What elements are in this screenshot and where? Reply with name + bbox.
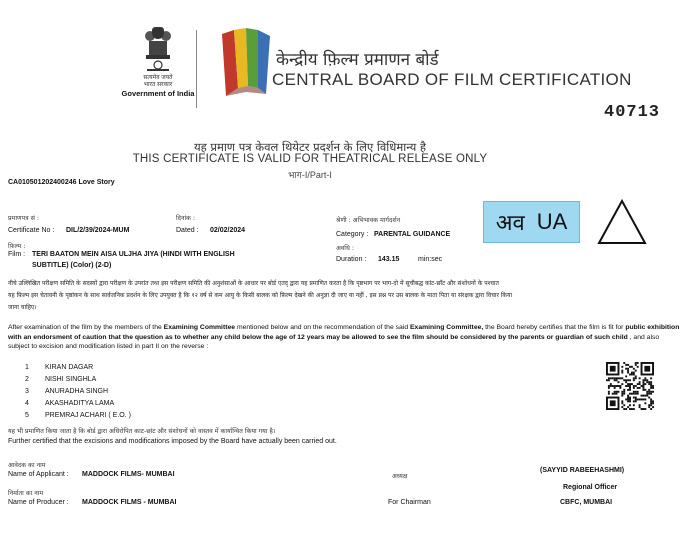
rating-badge [483,201,580,243]
cert-no-label: Certificate No : [8,227,55,234]
member-number: 2 [25,376,29,383]
film-title-line1: TERI BAATON MEIN AISA ULJHA JIYA (HINDI WITH ENGLISH [32,251,235,258]
officer-office: CBFC, MUMBAI [560,499,613,506]
applicant-label: Name of Applicant : [8,471,69,478]
member-name: AKASHADITYA LAMA [45,400,115,407]
further-certified-english: Further certified that the excisions and modifications imposed by the Board have actually been carried out. [8,438,337,445]
member-number: 3 [25,388,29,395]
committee-member [25,376,225,388]
validity-hindi: यह प्रमाण पत्र केवल थियेटर प्रदर्शन के लिए विधिमान्य है [193,140,427,154]
producer-value: MADDOCK FILMS - MUMBAI [82,499,177,506]
member-number: 1 [25,364,29,371]
chairman-hindi: अध्यक्ष [392,473,408,480]
header-divider [196,30,197,108]
duration-value: 143.15 [378,256,400,263]
ashoka-emblem-icon [141,24,175,74]
committee-list [25,364,225,424]
emblem-motto: सत्यमेव जयते [143,75,173,81]
rating-english: UA [536,209,568,234]
reference-code: CA010501202400246 Love Story [8,179,115,186]
para-text: After examination of the film by the members of the [8,324,162,331]
cert-no-value: DIL/2/39/2024-MUM [66,227,130,234]
film-title-line2: SUBTITLE) (Color) (2-D) [32,262,112,269]
officer-name: (SAYYID RABEEHASHMI) [540,467,625,474]
chairman-english: For Chairman [388,499,431,506]
member-name: NISHI SINGHLA [45,376,97,383]
certificate-serial: 40713 [604,103,661,122]
para-bold: Examining Committee [163,324,236,331]
para-text: , and also subject to excision and modification listed in part II on the reverse : [8,333,660,350]
member-number: 4 [25,400,29,407]
further-certified-hindi: यह भी प्रमाणित किया जाता है कि बोर्ड द्वारा अधिरोपित काट-छांट और संशोधनों को वास्तव में कार्यान्वित किया गया है। [8,428,276,435]
triangle-symbol-icon [596,198,648,246]
certification-paragraph-hindi [8,278,680,314]
qr-code-icon[interactable] [606,362,654,410]
dated-label: Dated : [176,227,199,234]
committee-member [25,412,225,424]
duration-hindi-label: अवधि : [336,245,354,252]
emblem-gov-hindi: भारत सरकार [143,82,173,88]
dated-value: 02/02/2024 [210,227,246,234]
applicant-hindi-label: आवेदक का नाम [8,462,46,469]
para-bold: public exhibition with an endorsment of caution that the question as to whether any child below the age of 12 years may be allowed to see the film should be considered by the parents or guardian of such child [8,324,680,341]
board-name-hindi: केन्द्रीय फ़िल्म प्रमाणन बोर्ड [276,50,439,70]
member-number: 5 [25,412,29,419]
member-name: PREMRAJ ACHARI ( E.O. ) [45,412,131,419]
category-value: PARENTAL GUIDANCE [374,231,451,238]
para-text: mentioned below and on the recommendation of the said [236,324,409,331]
member-name: ANURADHA SINGH [45,388,109,395]
govt-emblem [118,24,198,104]
validity-english: THIS CERTIFICATE IS VALID FOR THEATRICAL RELEASE ONLY [132,153,488,165]
para-text: the film is fit for [577,324,624,331]
hindi-line-3: जाना चाहिए। [8,304,37,311]
committee-member [25,364,225,376]
rating-hindi: अव [495,210,525,235]
hindi-line-2: यह फ़िल्म इस चेतावनी के पृष्ठांकन के साथ सार्वजनिक प्रदर्शन के लिए उपयुक्त है कि १२ वर्ष से कम आयु के किसी बालक को फ़िल्म देखने की अनुज्ञा दी जाए या नहीं , इस प्रश्न पर उस बालक के माता पिता या संरक्षक द्वारा विचार किया [8,292,513,299]
category-label: Category : [336,231,369,238]
para-text: the Board hereby certifies that [485,324,576,331]
member-name: KIRAN DAGAR [45,364,94,371]
film-hindi-label: फ़िल्म : [8,243,26,250]
officer-title: Regional Officer [563,484,618,491]
duration-label: Duration : [336,256,367,263]
para-bold: Examining Committee, [410,324,484,331]
cbfc-logo [216,26,272,107]
producer-hindi-label: निर्माता का नाम [8,490,44,497]
certificate-part: भाग-I/Part-I [288,170,332,180]
committee-member [25,388,225,400]
applicant-value: MADDOCK FILMS- MUMBAI [82,471,175,478]
board-name-english: CENTRAL BOARD OF FILM CERTIFICATION [272,70,632,89]
film-reel-logo-icon [216,26,272,102]
producer-label: Name of Producer : [8,499,69,506]
certification-paragraph-english [8,323,680,352]
committee-member [25,400,225,412]
dated-hindi-label: दिनांक : [176,215,196,222]
duration-unit: min:sec [418,256,443,263]
category-hindi: श्रेणी : अभिभावक मार्गदर्शन [336,217,401,224]
hindi-line-1: नीचे उल्लिखित परीक्षण समिति के सदस्यों द्वारा परीक्षण के उपरांत तथा इस परीक्षण समिति की अनुशंसाओं के आधार पर बोर्ड एतद् द्वारा यह प्रमाणित करता है कि पृष्ठभाग पर भाग-दो में सूचीबद्ध कांट-छाँट और संशोधनों के पश्चात [8,280,499,287]
cert-no-hindi-label: प्रमाणपत्र सं : [8,215,39,222]
film-label: Film : [8,251,26,258]
emblem-gov-english: Government of India [121,89,195,98]
